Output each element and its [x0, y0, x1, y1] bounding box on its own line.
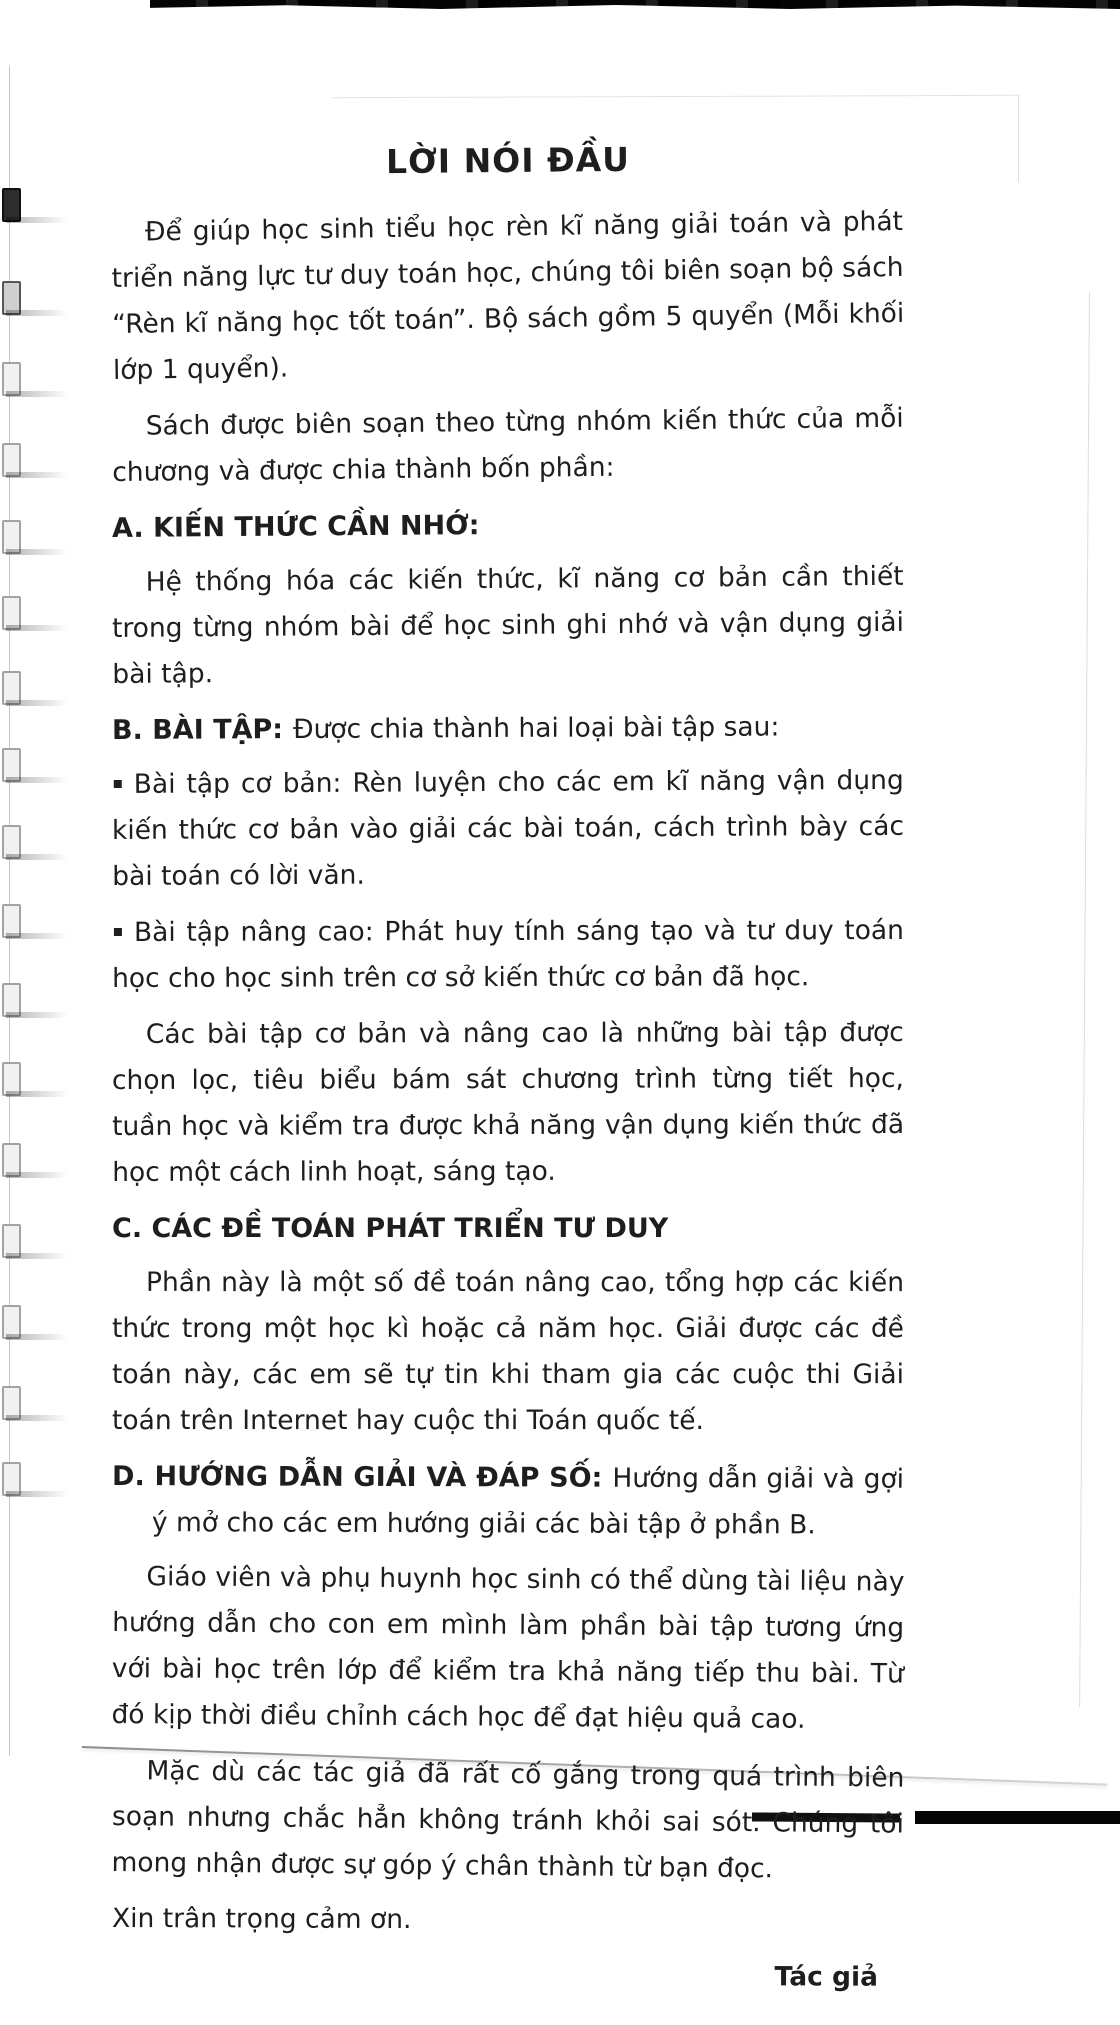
fold-line-horizontal [332, 95, 1020, 98]
section-b-label: B. BÀI TẬP: [111, 714, 284, 746]
paragraph-thanks: Xin trân trọng cảm ơn. [111, 1903, 412, 1936]
binding-mark [2, 1386, 21, 1420]
bullet-basic-exercises [112, 758, 905, 900]
section-b-intro: Được chia thành hai loại bài tập sau: [292, 711, 780, 746]
paragraph-apology: Mặc dù các tác giả đã rất cố gắng trong quá trình biên soạn nhưng chắc hẳn không tránh khỏi sai sót. Chúng tôi mong nhận được sự góp ý chân thành từ bạn đọc. [111, 1755, 905, 1885]
binding-mark [2, 596, 21, 630]
binding-mark [2, 1462, 21, 1496]
paragraph-teachers-parents: Giáo viên và phụ huynh học sinh có thể dùng tài liệu này hướng dẫn cho con em mình làm phần bài tập tương ứng với bài học trên lớp để kiểm tra khả năng tiếp thu bài. Từ đó kịp thời điều chỉnh cách học để đạt hiệu quả cao. [111, 1561, 905, 1735]
fold-line-vertical [1018, 96, 1019, 182]
binding-mark [2, 1305, 21, 1339]
square-bullet-icon [114, 928, 122, 936]
section-a-heading: A. KIẾN THỨC CẦN NHỚ: [111, 510, 480, 544]
page-content [112, 138, 904, 2025]
paragraph-exercises-note: Các bài tập cơ bản và nâng cao là những bài tập được chọn lọc, tiêu biểu bám sát chương trình từng tiết học, tuần học và kiểm tra được khả năng vận dụng kiến thức đã học một cách linh hoạt, sáng tạo. [111, 1016, 905, 1188]
binding-mark [2, 671, 21, 705]
scan-bottom-bar-right [915, 1811, 1120, 1824]
section-b-heading [112, 704, 904, 754]
binding-mark [2, 1143, 21, 1177]
binding-mark [2, 362, 21, 396]
binding-mark [2, 1062, 21, 1096]
binding-mark [2, 983, 21, 1017]
bullet-advanced-exercises [112, 908, 904, 1002]
paragraph-intro-2: Sách được biên soạn theo từng nhóm kiến thức của mỗi chương và được chia thành bốn phần: [112, 402, 904, 488]
binding-mark [2, 281, 21, 315]
bullet-advanced-text: Bài tập nâng cao: Phát huy tính sáng tạo và tư duy toán học cho học sinh trên cơ sở kiến thức cơ bản đã học. [112, 914, 904, 994]
section-d-body: Hướng dẫn giải và gợi ý mở cho các em hướng giải các bài tập ở phần B. [151, 1462, 905, 1541]
bullet-basic-text: Bài tập cơ bản: Rèn luyện cho các em kĩ năng vận dụng kiến thức cơ bản vào giải các bài toán, cách trình bày các bài toán có lời văn. [111, 764, 905, 892]
section-a-body: Hệ thống hóa các kiến thức, kĩ năng cơ bản cần thiết trong từng nhóm bài để học sinh ghi nhớ và vận dụng giải bài tập. [111, 560, 905, 690]
binding-mark [2, 904, 21, 938]
page-edge-right [1079, 292, 1090, 1707]
section-d-label: D. HƯỚNG DẪN GIẢI VÀ ĐÁP SỐ: [112, 1461, 603, 1494]
scan-top-bar [150, 0, 1120, 9]
page-title: LỜI NÓI ĐẦU [385, 139, 631, 182]
binding-mark [2, 188, 21, 222]
binding-mark [2, 520, 21, 554]
section-c-heading: C. CÁC ĐỀ TOÁN PHÁT TRIỂN TƯ DUY [112, 1213, 669, 1244]
square-bullet-icon [114, 780, 122, 788]
section-d-heading [112, 1454, 904, 1549]
binding-mark [2, 443, 21, 477]
paragraph-intro-1: Để giúp học sinh tiểu học rèn kĩ năng giải toán và phát triển năng lực tư duy toán học, chúng tôi biên soạn bộ sách “Rèn kĩ năng học tốt toán”. Bộ sách gồm 5 quyển (Mỗi khối lớp 1 quyển). [111, 205, 905, 386]
binding-mark [2, 1224, 21, 1258]
binding-mark [2, 748, 21, 782]
author-signature: Tác giả [774, 1961, 879, 1993]
section-c-body: Phần này là một số đề toán nâng cao, tổng hợp các kiến thức trong một học kì hoặc cả năm học. Giải được các đề toán này, các em sẽ tự tin khi tham gia các cuộc thi Giải toán trên Internet hay cuộc thi Toán quốc tế. [112, 1267, 904, 1436]
binding-mark [2, 825, 21, 859]
